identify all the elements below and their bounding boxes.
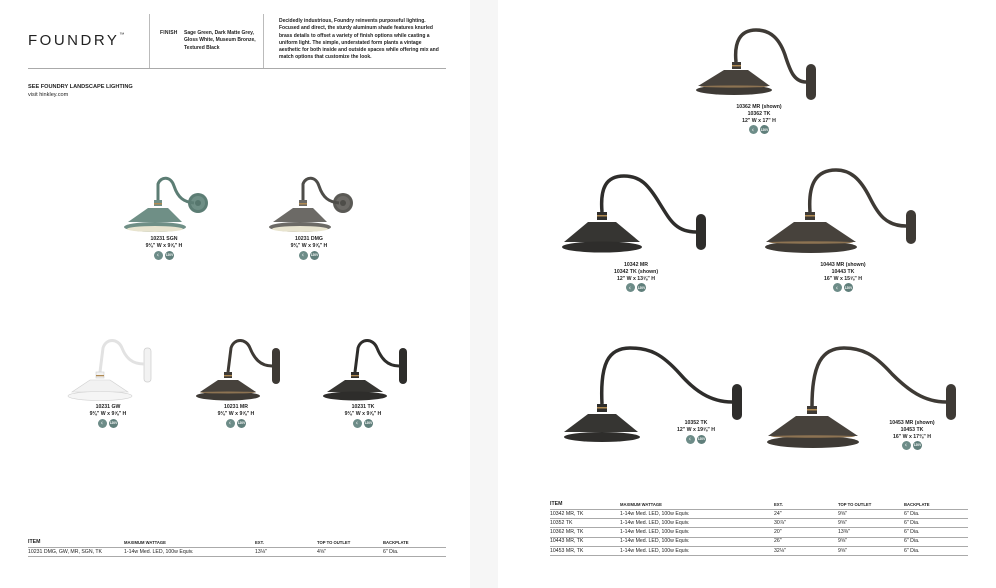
cell-ext: 30⅞" — [774, 519, 838, 528]
product-line: 10342 TK (shown) — [613, 268, 659, 275]
lamp-image — [694, 26, 824, 104]
left-page — [0, 0, 470, 588]
cell-outlet: 9⅝" — [838, 537, 904, 546]
product-10231-sgn — [118, 170, 210, 260]
product-dimensions: 9⅜" W x 9⅝" H — [89, 410, 127, 417]
cell-backplate: 6" Dia. — [904, 537, 968, 546]
col-ext: EXT. — [774, 502, 783, 507]
table-header — [550, 502, 968, 510]
120v-icon: 120V — [637, 283, 646, 292]
landscape-callout — [28, 84, 133, 99]
product-10231-dmg — [263, 170, 355, 260]
120v-icon: 120V — [310, 251, 319, 260]
lamp-image — [560, 170, 712, 262]
header-divider-2 — [263, 14, 264, 68]
spec-table-right — [550, 502, 968, 556]
product-10352 — [562, 344, 748, 448]
cell-wattage: 1-14w Med. LED, 100w Equiv. — [620, 528, 774, 537]
table-row — [550, 510, 968, 519]
dark-sky-icon: ☾ — [833, 283, 842, 292]
product-dimensions: 9⅜" W x 9⅝" H — [344, 410, 382, 417]
cell-wattage: 1-14w Med. LED, 100w Equiv. — [620, 510, 774, 519]
cell-ext: 24" — [774, 510, 838, 519]
cell-backplate: 6" Dia. — [904, 519, 968, 528]
lamp-image — [764, 166, 922, 262]
cell-item: 10443 MR, TK — [550, 537, 620, 546]
product-10453 — [764, 344, 964, 456]
finish-label: FINISH — [160, 30, 178, 36]
product-line: 10362 TK — [747, 110, 771, 117]
cell-outlet: 4⅝" — [317, 548, 383, 557]
table-row — [550, 537, 968, 546]
product-line: 10362 MR (shown) — [736, 104, 782, 110]
product-line: 10453 TK — [900, 426, 924, 433]
120v-icon: 120V — [697, 435, 706, 444]
dark-sky-icon: ☾ — [353, 419, 362, 428]
col-outlet: TOP TO OUTLET — [317, 540, 351, 545]
lamp-image — [118, 170, 210, 236]
product-line: 10342 MR — [624, 262, 648, 268]
col-backplate: BACKPLATE — [383, 540, 409, 545]
120v-icon: 120V — [165, 251, 174, 260]
dark-sky-icon: ☾ — [749, 125, 758, 134]
product-line: 10443 TK — [831, 268, 855, 275]
right-page — [498, 0, 996, 588]
cell-wattage: 1-14w Med. LED, 100w Equiv. — [620, 537, 774, 546]
product-dimensions: 16" W x 15⅝" H — [823, 275, 863, 282]
brand-trademark: ™ — [119, 32, 125, 38]
col-item: ITEM — [550, 501, 563, 507]
cell-ext: 13⅛" — [255, 548, 317, 557]
product-10231-gw — [58, 338, 158, 428]
120v-icon: 120V — [237, 419, 246, 428]
cell-outlet: 9⅝" — [838, 510, 904, 519]
cell-backplate: 6" Dia. — [383, 548, 446, 557]
cell-ext: 26" — [774, 537, 838, 546]
dark-sky-icon: ☾ — [98, 419, 107, 428]
product-line: 10352 TK — [684, 420, 708, 426]
product-10231-mr — [186, 338, 286, 428]
dark-sky-icon: ☾ — [226, 419, 235, 428]
product-10342 — [560, 170, 712, 292]
product-dimensions: 9⅜" W x 9⅝" H — [217, 410, 255, 417]
spec-table-left — [28, 540, 446, 557]
col-backplate: BACKPLATE — [904, 502, 930, 507]
dark-sky-icon: ☾ — [902, 441, 911, 450]
col-wattage: MAXIMUM WATTAGE — [620, 502, 662, 507]
product-dimensions: 12" W x 19⅝" H — [676, 426, 716, 433]
cell-wattage: 1-14w Med. LED, 100w Equiv. — [620, 519, 774, 528]
120v-icon: 120V — [913, 441, 922, 450]
cell-wattage: 1-14w Med. LED, 100w Equiv. — [124, 548, 255, 557]
cell-wattage: 1-14w Med. LED, 100w Equiv. — [620, 546, 774, 555]
product-model: 10231 DMG — [295, 236, 323, 242]
dark-sky-icon: ☾ — [154, 251, 163, 260]
landscape-link[interactable]: visit hinkley.com — [28, 91, 69, 98]
120v-icon: 120V — [760, 125, 769, 134]
col-item: ITEM — [28, 539, 41, 545]
product-dimensions: 12" W x 17" H — [742, 117, 776, 124]
table-header — [28, 540, 446, 548]
col-wattage: MAXIMUM WATTAGE — [124, 540, 166, 545]
header-rule — [28, 68, 446, 69]
product-dimensions: 16" W x 17⅜" H — [892, 433, 932, 440]
dark-sky-icon: ☾ — [299, 251, 308, 260]
table-row — [550, 546, 968, 555]
cell-item: 10342 MR, TK — [550, 510, 620, 519]
lamp-image — [58, 338, 158, 404]
cell-backplate: 6" Dia. — [904, 546, 968, 555]
brand-logo — [28, 32, 124, 49]
120v-icon: 120V — [364, 419, 373, 428]
page-spine — [470, 0, 498, 588]
product-line: 10443 MR (shown) — [820, 262, 866, 268]
product-10362 — [694, 26, 824, 134]
table-row — [28, 548, 446, 557]
cell-outlet: 9⅝" — [838, 519, 904, 528]
cell-ext: 20" — [774, 528, 838, 537]
finish-values: Sage Green, Dark Matte Grey, Gloss White, Museum Bronze, Textured Black — [184, 30, 256, 51]
120v-icon: 120V — [844, 283, 853, 292]
cell-outlet: 13⅜" — [838, 528, 904, 537]
dark-sky-icon: ☾ — [686, 435, 695, 444]
product-model: 10231 GW — [95, 404, 121, 410]
table-row — [550, 519, 968, 528]
collection-description: Decidedly industrious, Foundry reinvents purposeful lighting. Focused and direct, the sturdy aluminum shade features knurled brass details to offset a variety of finish options while casting a uniform light. The simple, understated form plants a vintage aesthetic for both inside and outside spaces while offering mix and match options that customize the look. — [279, 18, 439, 61]
cell-item: 10453 MR, TK — [550, 546, 620, 555]
cell-item: 10362 MR, TK — [550, 528, 620, 537]
cell-ext: 32⅛" — [774, 546, 838, 555]
cell-backplate: 6" Dia. — [904, 510, 968, 519]
cell-item: 10231 DMG, GW, MR, SGN, TK — [28, 548, 124, 557]
product-dimensions: 9⅜" W x 9⅝" H — [145, 242, 183, 249]
lamp-image — [186, 338, 286, 404]
120v-icon: 120V — [109, 419, 118, 428]
col-outlet: TOP TO OUTLET — [838, 502, 872, 507]
lamp-image — [313, 338, 413, 404]
product-10231-tk — [313, 338, 413, 428]
brand-name: FOUNDRY — [28, 32, 120, 49]
header-divider-1 — [149, 14, 150, 68]
product-dimensions: 12" W x 13⅝" H — [616, 275, 656, 282]
product-10443 — [764, 166, 922, 292]
product-model: 10231 TK — [351, 404, 375, 410]
product-model: 10231 MR — [224, 404, 248, 410]
table-row — [550, 528, 968, 537]
landscape-title: SEE FOUNDRY LANDSCAPE LIGHTING — [28, 84, 133, 90]
product-model: 10231 SGN — [150, 236, 178, 242]
col-ext: EXT. — [255, 540, 264, 545]
cell-backplate: 6" Dia. — [904, 528, 968, 537]
cell-outlet: 9⅝" — [838, 546, 904, 555]
product-dimensions: 9⅜" W x 9⅝" H — [290, 242, 328, 249]
product-line: 10453 MR (shown) — [889, 420, 935, 426]
dark-sky-icon: ☾ — [626, 283, 635, 292]
lamp-image — [263, 170, 355, 236]
cell-item: 10352 TK — [550, 519, 620, 528]
